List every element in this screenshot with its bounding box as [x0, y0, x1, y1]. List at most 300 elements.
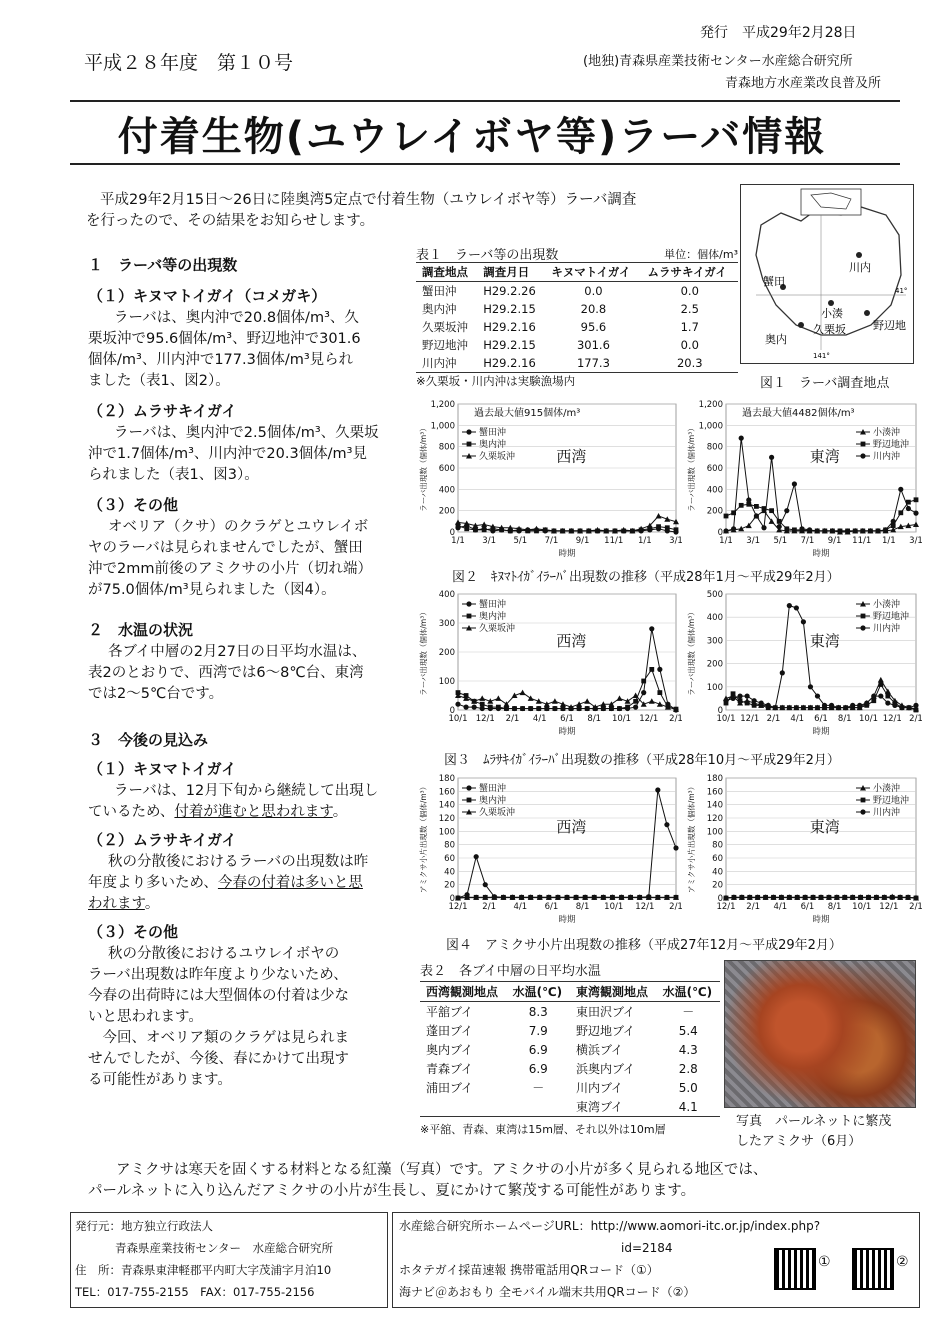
region-label: 東湾 — [809, 632, 840, 651]
data-point — [723, 698, 728, 703]
x-tick-label: 1/1 — [451, 536, 465, 546]
x-tick-label: 3/1 — [746, 536, 760, 546]
data-point — [818, 895, 823, 900]
data-point — [739, 503, 744, 508]
data-point — [913, 703, 918, 708]
data-point — [773, 705, 778, 710]
data-point — [752, 703, 757, 708]
table1-note: ※久栗坂・川内沖は実験漁場内 — [416, 374, 576, 388]
table-row: 平舘ブイ 8.3 東田沢ブイ － — [426, 1004, 695, 1019]
x-tick-label: 10/1 — [858, 714, 879, 724]
legend-marker — [466, 429, 471, 434]
map-label: 川内 — [849, 261, 871, 274]
data-point — [815, 705, 820, 710]
photo-caption: 写真 パールネットに繁茂 したアミクサ（6月） — [736, 1114, 892, 1149]
legend-label: 川内沖 — [873, 808, 901, 818]
sec1-3-text: オベリア（クサ）のクラゲとユウレイボ ヤのラーバは見られませんでしたが、蟹田 沖で2mm前後のアミクサの小片（切れ端） が75.0個体/m³見られました（図4）。 — [88, 519, 372, 598]
y-tick-label: 180 — [706, 774, 723, 784]
sec3-2-text: 秋の分散後におけるラーバの出現数は昨 年度より多いため、今春の付着は多いと思 われます。 — [88, 854, 369, 912]
fig4-caption: 図４ アミクサ小片出現数の推移（平成27年12月～平成29年2月） — [446, 938, 842, 953]
x-tick-label: 6/1 — [800, 902, 815, 912]
region-label: 西湾 — [556, 632, 587, 651]
y-tick-label: 400 — [706, 613, 723, 624]
region-label: 東湾 — [809, 447, 840, 466]
y-tick-label: 1,200 — [698, 400, 723, 410]
map-label: 奥内 — [765, 333, 787, 346]
data-point — [822, 703, 827, 708]
x-tick-label: 5/1 — [513, 536, 528, 546]
map-label: 小湊 — [821, 307, 843, 320]
x-tick-label: 1/1 — [719, 536, 733, 546]
y-tick-label: 0 — [449, 894, 455, 904]
data-point — [906, 506, 911, 511]
x-tick-label: 2/1 — [669, 902, 683, 912]
legend-label: 久栗坂沖 — [479, 624, 516, 634]
data-point — [752, 698, 757, 703]
data-point — [472, 705, 477, 710]
data-point — [815, 693, 820, 698]
y-tick-label: 400 — [706, 485, 723, 496]
data-point — [794, 705, 799, 710]
x-tick-label: 8/1 — [587, 714, 602, 724]
table2 — [420, 960, 720, 1137]
data-point — [674, 527, 679, 532]
data-point — [609, 706, 614, 711]
data-point — [829, 703, 834, 708]
y-tick-label: 80 — [444, 840, 455, 851]
sec2-heading: ２ 水温の状況 — [88, 621, 194, 639]
data-point — [830, 528, 835, 533]
data-point — [892, 703, 897, 708]
table-row: 蓬田ブイ 7.9 野辺地ブイ 5.4 — [426, 1023, 698, 1038]
fig3-west-chart — [416, 588, 684, 738]
survey-map — [740, 184, 914, 364]
legend-label: 野辺地沖 — [873, 796, 910, 806]
x-tick-label: 9/1 — [827, 536, 842, 546]
x-tick-label: 11/1 — [604, 536, 624, 546]
qr-code-1[interactable] — [774, 1248, 816, 1290]
data-point — [898, 895, 903, 900]
data-point — [482, 527, 487, 532]
y-axis-label: アミクサ小片出現数（個体/m³） — [419, 782, 428, 894]
data-point — [544, 706, 549, 711]
map-lon-label: 141° — [813, 352, 830, 360]
legend-marker — [467, 442, 472, 447]
title-rule-top — [70, 100, 900, 102]
data-point — [724, 514, 729, 519]
legend-label: 小湊沖 — [873, 600, 901, 610]
x-tick-label: 7/1 — [800, 536, 815, 546]
table2-header: 水温(℃) — [657, 982, 720, 1002]
data-point — [625, 705, 630, 710]
data-point — [853, 528, 858, 533]
table1-header: 調査地点 — [416, 263, 477, 282]
data-point — [488, 705, 493, 710]
x-tick-label: 3/1 — [909, 536, 923, 546]
data-point — [761, 525, 766, 530]
y-axis-label: ラーバ出現数（個体/m³） — [687, 608, 696, 696]
data-point — [504, 706, 509, 711]
data-point — [808, 684, 813, 689]
y-tick-label: 60 — [712, 854, 723, 864]
x-tick-label: 2/1 — [766, 714, 781, 724]
data-point — [657, 690, 662, 695]
legend-marker — [860, 809, 865, 814]
data-point — [528, 706, 533, 711]
y-tick-label: 0 — [449, 528, 455, 538]
y-tick-label: 40 — [444, 867, 455, 878]
max-annotation: 過去最大値915個体/m³ — [474, 408, 581, 419]
data-point — [874, 895, 879, 900]
y-tick-label: 0 — [449, 706, 455, 716]
y-tick-label: 100 — [706, 682, 723, 693]
fig2-west-chart — [416, 398, 684, 560]
data-point — [561, 706, 566, 711]
left-column — [88, 254, 418, 1091]
table2-title: 表２ 各ブイ中層の日平均水温 — [420, 960, 720, 982]
publish-date: 発行 平成29年2月28日 — [700, 25, 857, 41]
station-kawauchi-marker — [856, 252, 862, 258]
table2-note: ※平舘、青森、東湾は15m層、それ以外は10m層 — [420, 1123, 666, 1136]
table1-header: キヌマトイガイ — [545, 263, 641, 282]
data-point — [787, 603, 792, 608]
max-annotation: 過去最大値4482個体/m³ — [742, 408, 855, 419]
sec1-2-text: ラーバは、奥内沖で2.5個体/m³、久栗坂 沖で1.7個体/m³、川内沖で20.3個体/m³見 られました（表1、図3）。 — [88, 425, 379, 483]
data-point — [801, 619, 806, 624]
table1-unit: 単位：個体/m³ — [664, 248, 738, 261]
data-point — [723, 528, 728, 533]
y-tick-label: 160 — [438, 787, 455, 798]
x-axis-label: 時期 — [812, 549, 830, 559]
table-row: 青森ブイ 6.9 浜奥内ブイ 2.8 — [426, 1061, 698, 1076]
x-tick-label: 8/1 — [837, 714, 852, 724]
data-point — [850, 895, 855, 900]
data-point — [914, 708, 919, 713]
x-tick-label: 2/1 — [482, 902, 496, 912]
x-tick-label: 4/1 — [790, 714, 805, 724]
data-point — [779, 895, 784, 900]
x-axis-label: 時期 — [812, 727, 830, 737]
fig2-east-chart — [684, 398, 924, 560]
legend-label: 奥内沖 — [479, 612, 507, 622]
legend-label: 蟹田沖 — [479, 784, 507, 794]
table-row: 奥内ブイ 6.9 横浜ブイ 4.3 — [426, 1042, 698, 1057]
table2-header: 東湾観測地点 — [570, 982, 657, 1002]
data-point — [480, 702, 485, 707]
emphasis-underline: 今春の付着は多いと思 — [217, 875, 363, 891]
x-tick-label: 6/1 — [544, 902, 559, 912]
data-point — [842, 895, 847, 900]
data-point — [807, 527, 812, 532]
data-point — [754, 504, 759, 509]
closing-paragraph: アミクサは寒天を固くする材料となる紅藻（写真）です。アミクサの小片が多く見られる地区では、 パールネットに入り込んだアミクサの小片が生長し、夏にかけて繁茂する可能性があります。 — [88, 1162, 768, 1199]
data-point — [803, 895, 808, 900]
data-point — [665, 525, 670, 530]
data-point — [843, 705, 848, 710]
qr-code-2[interactable] — [852, 1248, 894, 1290]
legend-marker — [860, 453, 865, 458]
homepage-url-cont[interactable]: id=2184 — [621, 1241, 673, 1255]
legend-label: 久栗坂沖 — [479, 452, 516, 462]
data-point — [577, 706, 582, 711]
y-tick-label: 200 — [438, 506, 455, 517]
data-point — [906, 705, 911, 710]
data-point — [845, 528, 850, 533]
title-rule-bottom — [70, 163, 900, 165]
y-tick-label: 600 — [706, 464, 723, 474]
x-axis-label: 時期 — [558, 727, 576, 737]
data-point — [795, 895, 800, 900]
table-row: 久栗坂沖 H29.2.16 95.6 1.7 — [422, 320, 699, 334]
fig4-west-chart — [416, 772, 684, 926]
data-point — [738, 698, 743, 703]
x-tick-label: 12/1 — [635, 902, 655, 912]
data-point — [657, 667, 662, 672]
data-point — [739, 895, 744, 900]
x-tick-label: 10/1 — [448, 714, 468, 724]
legend-marker — [861, 798, 866, 803]
sec1-1-text: ラーバは、奥内沖で20.8個体/m³、久 栗坂沖で95.6個体/m³、野辺地沖で301.6 個体/m³、川内沖で177.3個体/m³見られ ました（表1、図2）。 — [88, 310, 361, 389]
data-point — [914, 497, 919, 502]
x-tick-label: 7/1 — [544, 536, 559, 546]
data-point — [836, 705, 841, 710]
data-point — [784, 508, 789, 513]
data-point — [913, 895, 918, 900]
data-point — [837, 528, 842, 533]
x-axis-label: 時期 — [558, 915, 576, 925]
x-tick-label: 6/1 — [814, 714, 828, 724]
data-point — [730, 696, 735, 701]
data-point — [747, 895, 752, 900]
x-tick-label: 2/1 — [505, 714, 520, 724]
data-point — [463, 705, 468, 710]
legend-label: 小湊沖 — [873, 784, 901, 794]
y-tick-label: 300 — [706, 636, 723, 647]
table1-header: ムラサキイガイ — [642, 263, 738, 282]
y-axis-label: ラーバ出現数（個体/m³） — [419, 424, 428, 512]
y-tick-label: 1,000 — [698, 421, 723, 432]
y-tick-label: 1,200 — [430, 400, 455, 410]
y-tick-label: 140 — [438, 800, 455, 811]
data-point — [890, 895, 895, 900]
x-tick-label: 12/1 — [879, 902, 899, 912]
x-tick-label: 10/1 — [716, 714, 736, 724]
legend-label: 川内沖 — [873, 452, 901, 462]
data-point — [641, 679, 646, 684]
y-tick-label: 140 — [706, 800, 723, 811]
table1-title: 表１ ラーバ等の出現数 — [416, 248, 559, 263]
x-tick-label: 12/1 — [448, 902, 468, 912]
x-tick-label: 12/1 — [716, 902, 736, 912]
table-row: 奥内沖 H29.2.15 20.8 2.5 — [422, 302, 699, 316]
x-tick-label: 6/1 — [560, 714, 574, 724]
data-point — [474, 854, 479, 859]
data-point — [755, 895, 760, 900]
data-point — [794, 605, 799, 610]
x-axis-label: 時期 — [558, 549, 576, 559]
data-point — [787, 895, 792, 900]
x-tick-label: 4/1 — [513, 902, 528, 912]
data-point — [826, 895, 831, 900]
data-point — [585, 706, 590, 711]
data-point — [664, 822, 669, 827]
data-point — [512, 706, 517, 711]
data-point — [822, 528, 827, 533]
data-point — [857, 703, 862, 708]
x-tick-label: 12/1 — [740, 714, 760, 724]
data-point — [885, 694, 890, 699]
data-point — [787, 705, 792, 710]
map-label: 野辺地 — [873, 319, 906, 332]
y-tick-label: 160 — [706, 787, 723, 798]
data-point — [473, 527, 478, 532]
amikusa-photo — [724, 960, 916, 1108]
region-label: 西湾 — [556, 818, 587, 836]
map-lat-label: 41° — [895, 287, 908, 295]
y-tick-label: 20 — [444, 880, 455, 891]
x-tick-label: 2/1 — [909, 902, 923, 912]
emphasis-underline: 付着が進むと思われます — [174, 804, 333, 820]
data-point — [641, 690, 646, 695]
data-point — [649, 626, 654, 631]
station-okunai-marker — [798, 322, 804, 328]
y-tick-label: 200 — [706, 659, 723, 670]
table2-header: 西湾観測地点 — [420, 982, 507, 1002]
data-point — [777, 524, 782, 529]
data-point — [656, 524, 661, 529]
x-tick-label: 10/1 — [611, 714, 632, 724]
data-point — [745, 701, 750, 706]
y-tick-label: 180 — [438, 774, 455, 784]
fig3-caption: 図３ ﾑﾗｻｷｲｶﾞｲﾗｰﾊﾞ出現数の推移（平成28年10月～平成29年2月） — [444, 753, 840, 768]
bay-map-graphic — [741, 185, 913, 363]
y-tick-label: 100 — [438, 827, 455, 838]
data-point — [617, 706, 622, 711]
data-point — [655, 787, 660, 792]
legend-label: 小湊沖 — [873, 428, 901, 438]
legend-marker — [861, 442, 866, 447]
data-point — [737, 693, 742, 698]
y-tick-label: 100 — [706, 827, 723, 838]
homepage-url[interactable]: 水産総合研究所ホームページURL：http://www.aomori-itc.or.jp/index.php? — [399, 1219, 821, 1233]
sec1-1-heading: （１）キヌマトイガイ（コメガキ） — [88, 287, 327, 305]
fig1-caption: 図１ ラーバ調査地点 — [760, 376, 890, 391]
table1 — [416, 244, 738, 389]
data-point — [784, 526, 789, 531]
data-point — [815, 528, 820, 533]
legend-label: 川内沖 — [873, 624, 901, 634]
data-point — [899, 705, 904, 710]
data-point — [792, 527, 797, 532]
data-point — [898, 510, 903, 515]
data-point — [746, 497, 751, 502]
data-point — [754, 513, 759, 518]
x-tick-label: 4/1 — [532, 714, 547, 724]
data-point — [745, 693, 750, 698]
data-point — [673, 845, 678, 850]
data-point — [799, 526, 804, 531]
data-point — [792, 481, 797, 486]
table-row: 川内沖 H29.2.16 177.3 20.3 — [422, 356, 703, 370]
data-point — [808, 705, 813, 710]
sec1-3-heading: （３）その他 — [88, 496, 179, 514]
x-tick-label: 12/1 — [475, 714, 495, 724]
y-tick-label: 200 — [706, 506, 723, 517]
legend-marker — [861, 614, 866, 619]
y-axis-label: ラーバ出現数（個体/m³） — [687, 424, 696, 512]
data-point — [810, 895, 815, 900]
sec1-2-heading: （２）ムラサキイガイ — [88, 402, 237, 420]
y-tick-label: 800 — [438, 442, 455, 453]
data-point — [875, 528, 880, 533]
x-tick-label: 10/1 — [604, 902, 624, 912]
x-tick-label: 3/1 — [482, 536, 496, 546]
data-point — [885, 700, 890, 705]
table-row: 東湾ブイ 4.1 — [575, 1099, 698, 1114]
data-point — [891, 519, 896, 524]
emphasis-underline: われます — [88, 896, 145, 912]
y-tick-label: 800 — [706, 442, 723, 453]
data-point — [723, 895, 728, 900]
data-point — [731, 895, 736, 900]
data-point — [898, 487, 903, 492]
x-tick-label: 5/1 — [773, 536, 788, 546]
fig2-caption: 図２ ｷﾇﾏﾄｲｶﾞｲﾗｰﾊﾞ出現数の推移（平成28年1月～平成29年2月） — [452, 570, 840, 585]
data-point — [455, 702, 460, 707]
data-point — [771, 895, 776, 900]
data-point — [905, 895, 910, 900]
legend-label: 奥内沖 — [479, 796, 507, 806]
data-point — [601, 706, 606, 711]
data-point — [850, 703, 855, 708]
issue-number: 平成２８年度 第１０号 — [84, 52, 294, 74]
y-tick-label: 300 — [438, 619, 455, 629]
x-axis-label: 時期 — [812, 915, 830, 925]
sec3-2-heading: （２）ムラサキイガイ — [88, 831, 237, 849]
x-tick-label: 8/1 — [575, 902, 590, 912]
x-tick-label: 9/1 — [575, 536, 590, 546]
legend-marker — [466, 785, 471, 790]
y-axis-label: ラーバ出現数（個体/m³） — [419, 608, 428, 696]
x-tick-label: 1/1 — [638, 536, 652, 546]
data-point — [866, 895, 871, 900]
sec3-3-text: 秋の分散後におけるユウレイボヤの ラーバ出現数は昨年度より少ないため、 今春の出荷時には大型個体の付着は少な いと思われます。 今回、オベリア類のクラゲは見られま せんでしたが、今後、春にかけて出現す る可能性があります。 — [88, 946, 349, 1088]
y-tick-label: 0 — [717, 528, 723, 538]
qr-label-2: ② — [896, 1254, 909, 1270]
legend-marker — [467, 798, 472, 803]
sec1-heading: １ ラーバ等の出現数 — [88, 256, 238, 274]
data-point — [520, 706, 525, 711]
region-label: 西湾 — [556, 447, 587, 466]
data-point — [536, 706, 541, 711]
data-point — [871, 698, 876, 703]
x-tick-label: 2/1 — [669, 714, 683, 724]
y-tick-label: 100 — [438, 677, 455, 687]
legend-marker — [466, 601, 471, 606]
legend-label: 蟹田沖 — [479, 600, 507, 610]
data-point — [739, 436, 744, 441]
legend-label: 奥内沖 — [479, 440, 507, 450]
data-point — [552, 706, 557, 711]
sec3-1-text: ラーバは、12月下旬から継続して出現し ているため、付着が進むと思われます。 — [88, 783, 379, 820]
y-tick-label: 400 — [438, 485, 455, 496]
y-tick-label: 1,000 — [430, 421, 455, 432]
data-point — [769, 508, 774, 513]
sec3-3-heading: （３）その他 — [88, 923, 179, 941]
data-point — [864, 700, 869, 705]
data-point — [860, 528, 865, 533]
data-point — [878, 682, 883, 687]
